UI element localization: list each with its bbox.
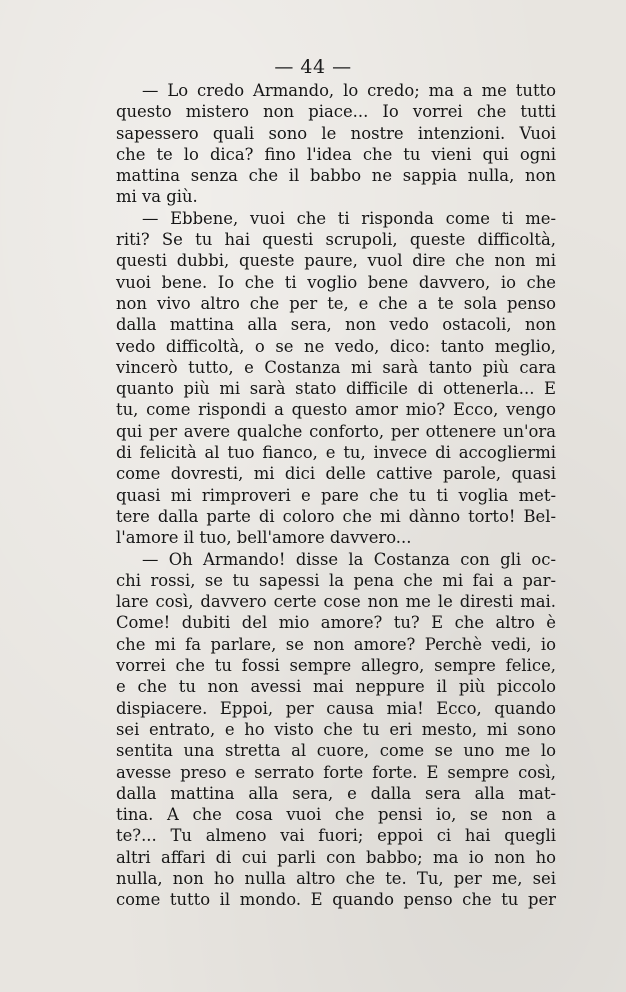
text-line: come tutto il mondo. E quando penso che tu per <box>116 890 556 910</box>
text-line: tina. A che cosa vuoi che pensi io, se non a <box>116 805 556 825</box>
text-line: non vivo altro che per te, e che a te sola penso <box>116 293 556 313</box>
body-text <box>116 80 556 911</box>
text-line: te?... Tu almeno vai fuori; eppoi ci hai quegli <box>116 826 556 846</box>
text-line: come dovresti, mi dici delle cattive parole, quasi <box>116 464 556 484</box>
text-line: vincerò tutto, e Costanza mi sarà tanto più cara <box>116 357 556 377</box>
text-line: vedo difficoltà, o se ne vedo, dico: tanto meglio, <box>116 336 556 356</box>
text-line: questi dubbi, queste paure, vuol dire che non mi <box>116 251 556 271</box>
text-line: che te lo dica? fino l'idea che tu vieni qui ogni <box>116 144 556 164</box>
text-line: mattina senza che il babbo ne sappia nulla, non <box>116 166 556 186</box>
text-line: e che tu non avessi mai neppure il più piccolo <box>116 677 556 697</box>
text-line: chi rossi, se tu sapessi la pena che mi fai a par- <box>116 570 556 590</box>
text-line: vuoi bene. Io che ti voglio bene davvero, io che <box>116 272 556 292</box>
text-line: riti? Se tu hai questi scrupoli, queste difficoltà, <box>116 230 556 250</box>
text-line: tu, come rispondi a questo amor mio? Ecco, vengo <box>116 400 556 420</box>
text-line: quanto più mi sarà stato difficile di ottenerla... E <box>116 379 556 399</box>
text-line: lare così, davvero certe cose non me le diresti mai. <box>116 592 556 612</box>
text-line: dispiacere. Eppoi, per causa mia! Ecco, quando <box>116 698 556 718</box>
text-line: altri affari di cui parli con babbo; ma io non ho <box>116 847 556 867</box>
page-number: — 44 — <box>274 56 352 78</box>
text-line: che mi fa parlare, se non amore? Perchè vedi, io <box>116 634 556 654</box>
text-line: qui per avere qualche conforto, per ottenere un'ora <box>116 421 556 441</box>
text-line: dalla mattina alla sera, non vedo ostacoli, non <box>116 315 556 335</box>
text-line: — Oh Armando! disse la Costanza con gli oc- <box>142 549 556 569</box>
text-line: sei entrato, e ho visto che tu eri mesto, mi sono <box>116 719 556 739</box>
text-line: questo mistero non piace... Io vorrei che tutti <box>116 102 556 122</box>
text-line: dalla mattina alla sera, e dalla sera alla mat- <box>116 783 556 803</box>
text-line: — Lo credo Armando, lo credo; ma a me tutto <box>142 81 556 100</box>
text-line: sapessero quali sono le nostre intenzioni. Vuoi <box>116 123 556 143</box>
text-line: quasi mi rimproveri e pare che tu ti voglia met- <box>116 485 556 505</box>
text-line: di felicità al tuo fianco, e tu, invece di accogliermi <box>116 443 556 463</box>
text-line: mi va giù. <box>116 187 198 207</box>
text-line: sentita una stretta al cuore, come se uno me lo <box>116 741 556 761</box>
text-line: l'amore il tuo, bell'amore davvero... <box>116 528 412 548</box>
text-line: nulla, non ho nulla altro che te. Tu, per me, sei <box>116 868 556 888</box>
text-line: avesse preso e serrato forte forte. E sempre così, <box>116 762 556 782</box>
text-line: — Ebbene, vuoi che ti risponda come ti me- <box>142 208 556 228</box>
text-line: Come! dubiti del mio amore? tu? E che altro è <box>116 613 556 633</box>
text-line: tere dalla parte di coloro che mi dànno torto! Bel- <box>116 506 556 526</box>
text-line: vorrei che tu fossi sempre allegro, sempre felice, <box>116 656 556 676</box>
